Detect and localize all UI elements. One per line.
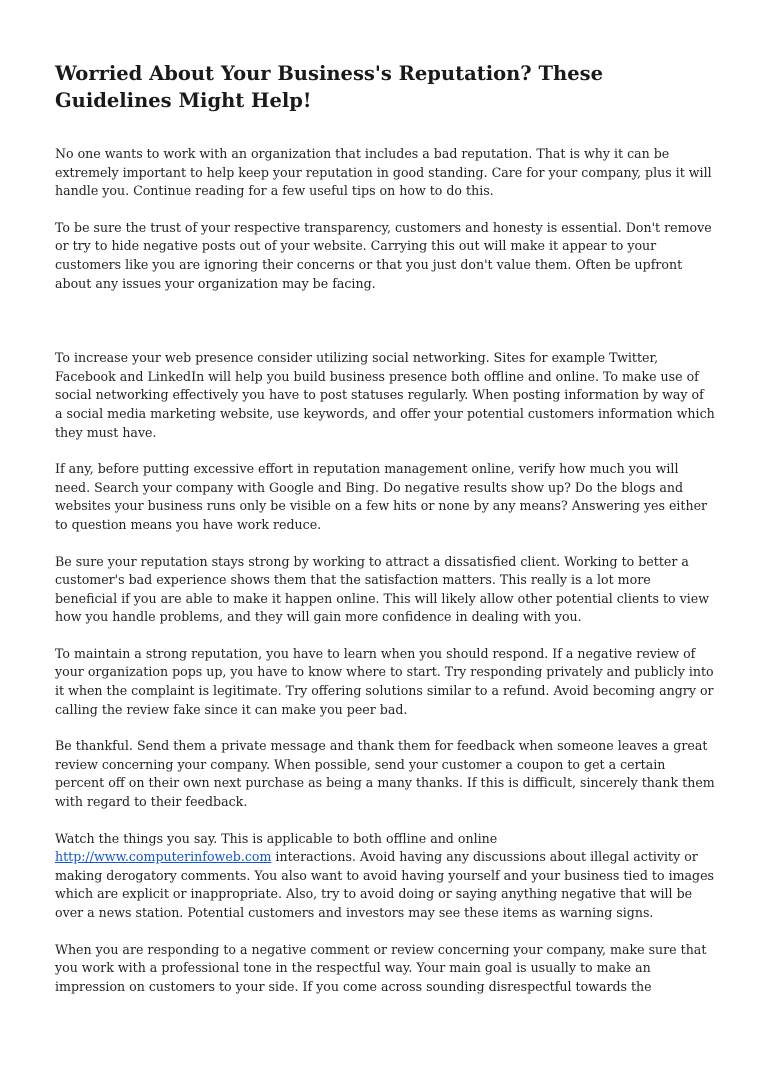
paragraph-dissatisfied-client: Be sure your reputation stays strong by working to attract a dissatisfied client. Working to better a customer's bad experience shows them that the satisfaction matters. This really is a lot more beneficial if you are able to make it happen online. This will likely allow other potential clients to view how you handle problems, and they will gain more confidence in dealing with you. xyxy=(55,553,709,625)
document-title: Worried About Your Business's Reputation? These Guidelines Might Help! xyxy=(55,62,603,112)
watch-text-after-link: interactions. Avoid having any discussions about illegal activity or making derogatory comments. You also want to avoid having yourself and your business tied to images which are explicit or inappropriate. Also, try to avoid doing or saying anything negative that will be over a news station. Potential customers and investors may see these items as warning signs. xyxy=(55,849,715,920)
paragraph-verify-need: If any, before putting excessive effort in reputation management online, verify how much you will need. Search your company with Google and Bing. Do negative results show up? Do the blogs and websites your business runs only be visible on a few hits or none by any means? Answering yes either to question means you have work reduce. xyxy=(55,461,708,532)
paragraph-when-to-respond: To maintain a strong reputation, you have to learn when you should respond. If a negative review of your organization pops up, you have to know where to start. Try responding privately and publicly into it when the complaint is legitimate. Try offering solutions similar to a refund. Avoid becoming angry or calling the review fake since it can make you peer bad. xyxy=(55,645,714,717)
paragraph-professional-tone: When you are responding to a negative comment or review concerning your company, make sure that you work with a professional tone in the respectful way. Your main goal is usually to make an impression on customers to your side. If you come across sounding disrespectful towards the xyxy=(55,941,707,994)
paragraph-intro: No one wants to work with an organization that includes a bad reputation. That is why it can be extremely important to help keep your reputation in good standing. Care for your company, plus it will handle you. Continue reading for a few useful tips on how to do this. xyxy=(55,146,712,199)
document-page xyxy=(55,60,715,1014)
paragraph-social-networking: To increase your web presence consider utilizing social networking. Sites for example Twitter, Facebook and LinkedIn will help you build business presence both offline and online. To make use of social networking effectively you have to post statuses regularly. When posting information by way of a social media marketing website, use keywords, and offer your potential customers information which they must have. xyxy=(55,350,715,440)
paragraph-watch-what-you-say xyxy=(55,830,715,923)
computerinfoweb-link[interactable]: http://www.computerinfoweb.com xyxy=(55,849,272,865)
paragraph-be-thankful: Be thankful. Send them a private message and thank them for feedback when someone leaves a great review concerning your company. When possible, send your customer a coupon to get a certain percent off on their own next purchase as being a many thanks. If this is difficult, sincerely thank them with regard to their feedback. xyxy=(55,738,715,810)
watch-text-before-link: Watch the things you say. This is applicable to both offline and online xyxy=(55,830,498,846)
paragraph-transparency: To be sure the trust of your respective transparency, customers and honesty is essential. Don't remove or try to hide negative posts out of your website. Carrying this out will make it appear to your customers like you are ignoring their concerns or that you just don't value them. Often be upfront about any issues your organization may be facing. xyxy=(55,219,712,291)
